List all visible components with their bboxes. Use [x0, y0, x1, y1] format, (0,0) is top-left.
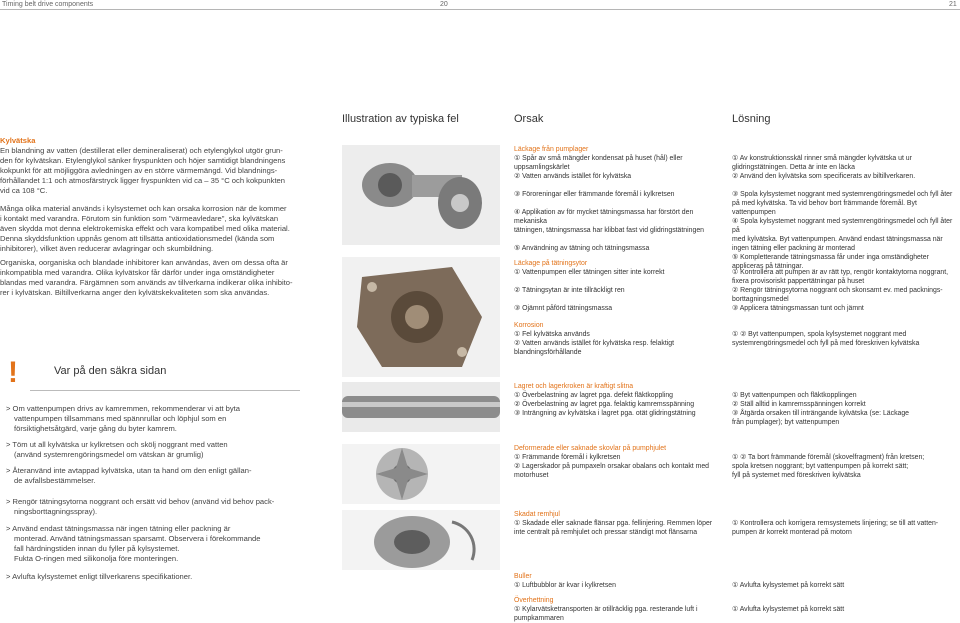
column-head-cause: Orsak	[514, 113, 544, 125]
photo-bearing-shaft	[342, 382, 500, 432]
fault-cause-line: ① Spår av små mängder kondensat på huset (hål) eller	[514, 155, 683, 162]
fault-solution-line: ③ Applicera tätningsmassan tunt och jämnt	[732, 305, 864, 312]
fault-solution-block	[732, 596, 957, 614]
fault-solution-line: glidringstätningen. Detta är inte en läcka	[732, 164, 855, 171]
fault-cause-line: ② Vatten används istället för kylvätska	[514, 173, 632, 180]
bullet-line: > Använd endast tätningsmassa när ingen tätning eller packning är	[6, 524, 231, 533]
solution-spacer	[732, 259, 957, 268]
fault-solution-block	[732, 145, 957, 271]
fault-solution-line: fyll på systemet med föreskriven kylvätska	[732, 472, 861, 479]
fault-solution-line: systemrengöringsmedel och fyll på med föreskriven kylvätska	[732, 340, 920, 347]
bullet-line: > Återanvänd inte avtappad kylvätska, utan ta hand om den enligt gällan-	[6, 466, 252, 475]
fault-cause-line: ② Lagerskador på pumpaxeln orsakar obalans och kontakt med	[514, 463, 710, 470]
fault-solution-line: ① Kontrollera och korrigera remsystemets linjering; se till att vatten-	[732, 520, 939, 527]
fault-solution-line: ① Byt vattenpumpen och fläktkopplingen	[732, 392, 857, 399]
fault-solution-line: borttagningsmedel	[732, 296, 789, 303]
column-head-illustration: Illustration av typiska fel	[342, 113, 459, 125]
bullet-line: > Töm ut all kylvätska ur kylkretsen och skölj noggrant med vatten	[6, 440, 228, 449]
fault-cause-block	[514, 444, 726, 480]
kylvatska-para-3-line: blandas med varandra. Färgämnen som används av tillverkarna indikerar olika inhibito-	[0, 278, 293, 287]
fault-cause-line: uppsamlingskärlet	[514, 164, 570, 171]
fault-cause-block	[514, 382, 726, 418]
warning-box	[0, 352, 300, 392]
fault-solution-line: ingen tätning eller packning är monterad	[732, 245, 855, 252]
fault-section-title: Skadat remhjul	[514, 511, 560, 518]
fault-cause-line: ③ Ojämnt påförd tätningsmassa	[514, 305, 613, 312]
fault-section-title: Buller	[514, 573, 532, 580]
fault-cause-line: pumpkammaren	[514, 615, 564, 622]
photo-sealing-surface	[342, 257, 500, 377]
bullet-item	[6, 572, 298, 582]
fault-cause-block	[514, 510, 726, 537]
bullet-line: försiktighetsåtgärd, varje gång du byter kamrem.	[14, 424, 177, 433]
fault-solution-line: fixera provisoriskt pappertätningar på huset	[732, 278, 865, 285]
kylvatska-para-2-line: inhibitorer), vilket även reducerar avlagringar och skumbildning.	[0, 244, 214, 253]
water-pump-photo-icon	[342, 145, 500, 245]
shaft-photo-icon	[342, 382, 500, 432]
kylvatska-para-2-line: i kontakt med varandra. Förutom sin funktion som "värmeavledare", ska kylvätskan	[0, 214, 279, 223]
bullet-line: monterad. Använd tätningsmassan sparsamt. Observera i förekommande	[14, 534, 261, 543]
warning-divider	[30, 390, 300, 391]
kylvatska-para-1-line: den för kylvätskan. Etylenglykol sänker fryspunkten och höjer samtidigt blandningens	[0, 156, 286, 165]
fault-cause-block	[514, 572, 726, 590]
solution-spacer	[732, 321, 957, 330]
column-head-solution: Lösning	[732, 113, 771, 125]
kylvatska-para-1-line: förhållandet 1:1 och atmosfärstryck ligger fryspunkten vid ca – 35 °C och kokpunkten	[0, 176, 285, 185]
fault-section-title: Lagret och lagerkroken är kraftigt slitna	[514, 383, 634, 390]
fault-cause-block	[514, 321, 726, 357]
fault-cause-block	[514, 596, 726, 623]
fault-solution-line: ② Använd den kylvätska som specificerats av biltillverkaren.	[732, 173, 916, 180]
solution-spacer	[732, 596, 957, 605]
fault-cause-line: ② Överbelastning av lagret pga. felaktig kamremsspänning	[514, 401, 695, 408]
fault-cause-line: ① Överbelastning av lagret pga. defekt fläktkoppling	[514, 392, 674, 399]
fault-section-title: Korrosion	[514, 322, 544, 329]
fault-solution-line: ② Ställ alltid in kamremsspänningen korrekt	[732, 401, 866, 408]
bullet-item	[6, 524, 298, 564]
fault-cause-line: ③ Föroreningar eller främmande föremål i kylkretsen	[514, 191, 675, 198]
bullet-line: > Avlufta kylsystemet enligt tillverkarens specifikationer.	[6, 572, 193, 581]
fault-cause-line	[514, 277, 726, 286]
kylvatska-block-2	[0, 258, 300, 306]
bullet-line: (använd systemrengöringsmedel om vätskan är grumlig)	[14, 450, 204, 459]
fault-solution-line: från pumplager); byt vattenpumpen	[732, 419, 840, 426]
fault-solution-line: ③ Åtgärda orsaken till inträngande kylvätska (se: Läckage	[732, 410, 910, 417]
kylvatska-para-2-line: Många olika material används i kylsystemet och kan orsaka korrosion när de kommer	[0, 204, 287, 213]
bullet-line: vattenpumpen tillsammans med spännrullar och löphjul som en	[14, 414, 227, 423]
fault-section-title: Läckage på tätningsytor	[514, 260, 588, 267]
fault-solution-line: pumpen är korrekt monterad på motorn	[732, 529, 852, 536]
fault-solution-block	[732, 572, 957, 590]
kylvatska-para-1	[0, 146, 300, 196]
solution-spacer	[732, 510, 957, 519]
fault-cause-line	[514, 181, 726, 190]
kylvatska-para-1-line: vid ca 108 °C.	[0, 186, 48, 195]
page-header	[0, 0, 960, 9]
photo-impeller	[342, 444, 500, 504]
kylvatska-para-2-line: även skydda mot denna elektrokemiska effekt och vara kompatibel med olika material.	[0, 224, 290, 233]
bullet-item	[6, 466, 298, 486]
warning-icon: !	[8, 356, 18, 389]
fault-cause-line: tätningen, tätningsmassa har klibbat fast vid glidringstätningen	[514, 227, 704, 234]
fault-cause-line: ① Luftbubblor är kvar i kylkretsen	[514, 582, 616, 589]
photo-pulley	[342, 510, 500, 570]
fault-solution-line: på med kylvätska. Ta vid behov bort främmande föremål. Byt vattenpumpen	[732, 200, 917, 216]
kylvatska-heading: Kylvätska	[0, 136, 36, 145]
fault-cause-line	[514, 235, 726, 244]
fault-section-title: Överhettning	[514, 597, 554, 604]
fault-cause-line: ③ Inträngning av kylvätska i lagret pga. otät glidringstätning	[514, 410, 696, 417]
solution-spacer	[732, 572, 957, 581]
fault-cause-line: ① Fel kylvätska används	[514, 331, 590, 338]
solution-spacer	[732, 382, 957, 391]
bullet-line: ningsborttagningsspray).	[14, 507, 98, 516]
fault-cause-line: ① Skadade eller saknade flänsar pga. fellinjering. Remmen löper	[514, 520, 713, 527]
fault-section-title: Läckage från pumplager	[514, 146, 589, 153]
pump-housing-photo-icon	[342, 257, 500, 377]
bullet-item	[6, 497, 298, 517]
bullet-line: de avfallsbestämmelser.	[14, 476, 96, 485]
fault-solution-line: ① ② Byt vattenpumpen, spola kylsystemet noggrant med	[732, 331, 907, 338]
page-number-left: 20	[440, 1, 448, 8]
bullet-item	[6, 440, 298, 460]
bullet-line: fall härdningstiden innan du fyller på kylsystemet.	[14, 544, 180, 553]
fault-cause-line: ② Vatten används istället för kylvätska resp. felaktigt	[514, 340, 675, 347]
bullet-item	[6, 404, 298, 434]
kylvatska-block	[0, 136, 300, 262]
fault-cause-line: ① Främmande föremål i kylkretsen	[514, 454, 621, 461]
fault-solution-block	[732, 382, 957, 427]
solution-spacer	[732, 444, 957, 453]
fault-solution-line: ③ Spola kylsystemet noggrant med systemrengöringsmedel och fyll åter	[732, 191, 953, 198]
fault-cause-line: ④ Applikation av för mycket tätningsmassa har förstört den mekaniska	[514, 209, 694, 225]
fault-solution-line: ⑤ Kompletterande tätningsmassa får under inga omständigheter	[732, 254, 929, 261]
kylvatska-para-1-line: kokpunkt för att möjliggöra avledningen av en större värmemängd. Vid blandnings-	[0, 166, 278, 175]
fault-cause-block	[514, 145, 726, 253]
fault-solution-line: ① Avlufta kylsystemet på korrekt sätt	[732, 582, 845, 589]
fault-solution-block	[732, 444, 957, 480]
fault-cause-line: inte centralt på remhjulet och pressar ständigt mot flänsarna	[514, 529, 698, 536]
fault-solution-line: med kylvätska. Byt vattenpumpen. Använd endast tätningsmassa när	[732, 236, 943, 243]
fault-solution-block	[732, 321, 957, 348]
page-number-right: 21	[949, 1, 957, 8]
fault-solution-line: appliceras på tätningar.	[732, 263, 804, 270]
fault-cause-line: blandningsförhållande	[514, 349, 582, 356]
fault-solution-line: ② Rengör tätningsytorna noggrant och skonsamt ev. med packnings-	[732, 287, 943, 294]
fault-solution-line: ① Av konstruktionsskäl rinner små mängder kylvätska ut ur	[732, 155, 912, 162]
fault-solution-line: ① Avlufta kylsystemet på korrekt sätt	[732, 606, 845, 613]
fault-solution-line: spola kretsen noggrant; byt vattenpumpen på korrekt sätt;	[732, 463, 909, 470]
bullet-line: > Om vattenpumpen drivs av kamremmen, rekommenderar vi att byta	[6, 404, 241, 413]
fault-solution-block	[732, 510, 957, 537]
kylvatska-para-1-line: En blandning av vatten (destillerat eller demineraliserat) och etylenglykol utgör grun-	[0, 146, 283, 155]
photo-pump-bearing-leak	[342, 145, 500, 245]
bullet-line: > Rengör tätningsytorna noggrant och ersätt vid behov (använd vid behov pack-	[6, 497, 275, 506]
header-rule	[0, 9, 960, 10]
bullet-line: Fukta O-ringen med silikonolja före monteringen.	[14, 554, 179, 563]
fault-cause-line: motorhuset	[514, 472, 549, 479]
fault-solution-line	[732, 181, 957, 190]
warning-title: Var på den säkra sidan	[54, 365, 167, 377]
fault-solution-line: ④ Spola kylsystemet noggrant med systemrengöringsmedel och fyll åter på	[732, 218, 953, 234]
kylvatska-para-3-line: inkompatibla med varandra. Olika kylvätskor får därför under inga omständigheter	[0, 268, 275, 277]
kylvatska-para-2	[0, 204, 300, 254]
fault-cause-line: ⑤ Användning av tätning och tätningsmassa	[514, 245, 650, 252]
fault-cause-line	[514, 199, 726, 208]
fault-solution-line: ① Kontrollera att pumpen är av rätt typ, rengör kontaktytorna noggrant,	[732, 269, 949, 276]
fault-cause-block	[514, 259, 726, 313]
fault-solution-line: ① ② Ta bort främmande föremål (skovelfragment) från kretsen;	[732, 454, 925, 461]
fault-cause-line: ① Kylarvätsketransporten är otillräcklig pga. resterande luft i	[514, 606, 698, 613]
fault-section-title: Deformerade eller saknade skovlar på pumphjulet	[514, 445, 667, 452]
pulley-photo-icon	[342, 510, 500, 570]
kylvatska-para-3-line: Organiska, oorganiska och blandade inhibitorer kan användas, även om dessa ofta är	[0, 258, 288, 267]
kylvatska-para-2-line: Denna skyddsfunktion uppnås genom att tillsätta antioxidationsmedel (kända som	[0, 234, 275, 243]
solution-spacer	[732, 145, 957, 154]
fault-cause-line: ① Vattenpumpen eller tätningen sitter inte korrekt	[514, 269, 665, 276]
kylvatska-para-3-line: rer i kylvätskan. Biltillverkarna anger den kylvätskekvaliteten som ska användas.	[0, 288, 270, 297]
fault-solution-block	[732, 259, 957, 313]
fault-cause-line: ② Tätningsytan är inte tillräckligt ren	[514, 287, 625, 294]
header-title: Timing belt drive components	[2, 1, 94, 8]
impeller-photo-icon	[342, 444, 500, 504]
kylvatska-para-3	[0, 258, 300, 298]
fault-cause-line	[514, 295, 726, 304]
